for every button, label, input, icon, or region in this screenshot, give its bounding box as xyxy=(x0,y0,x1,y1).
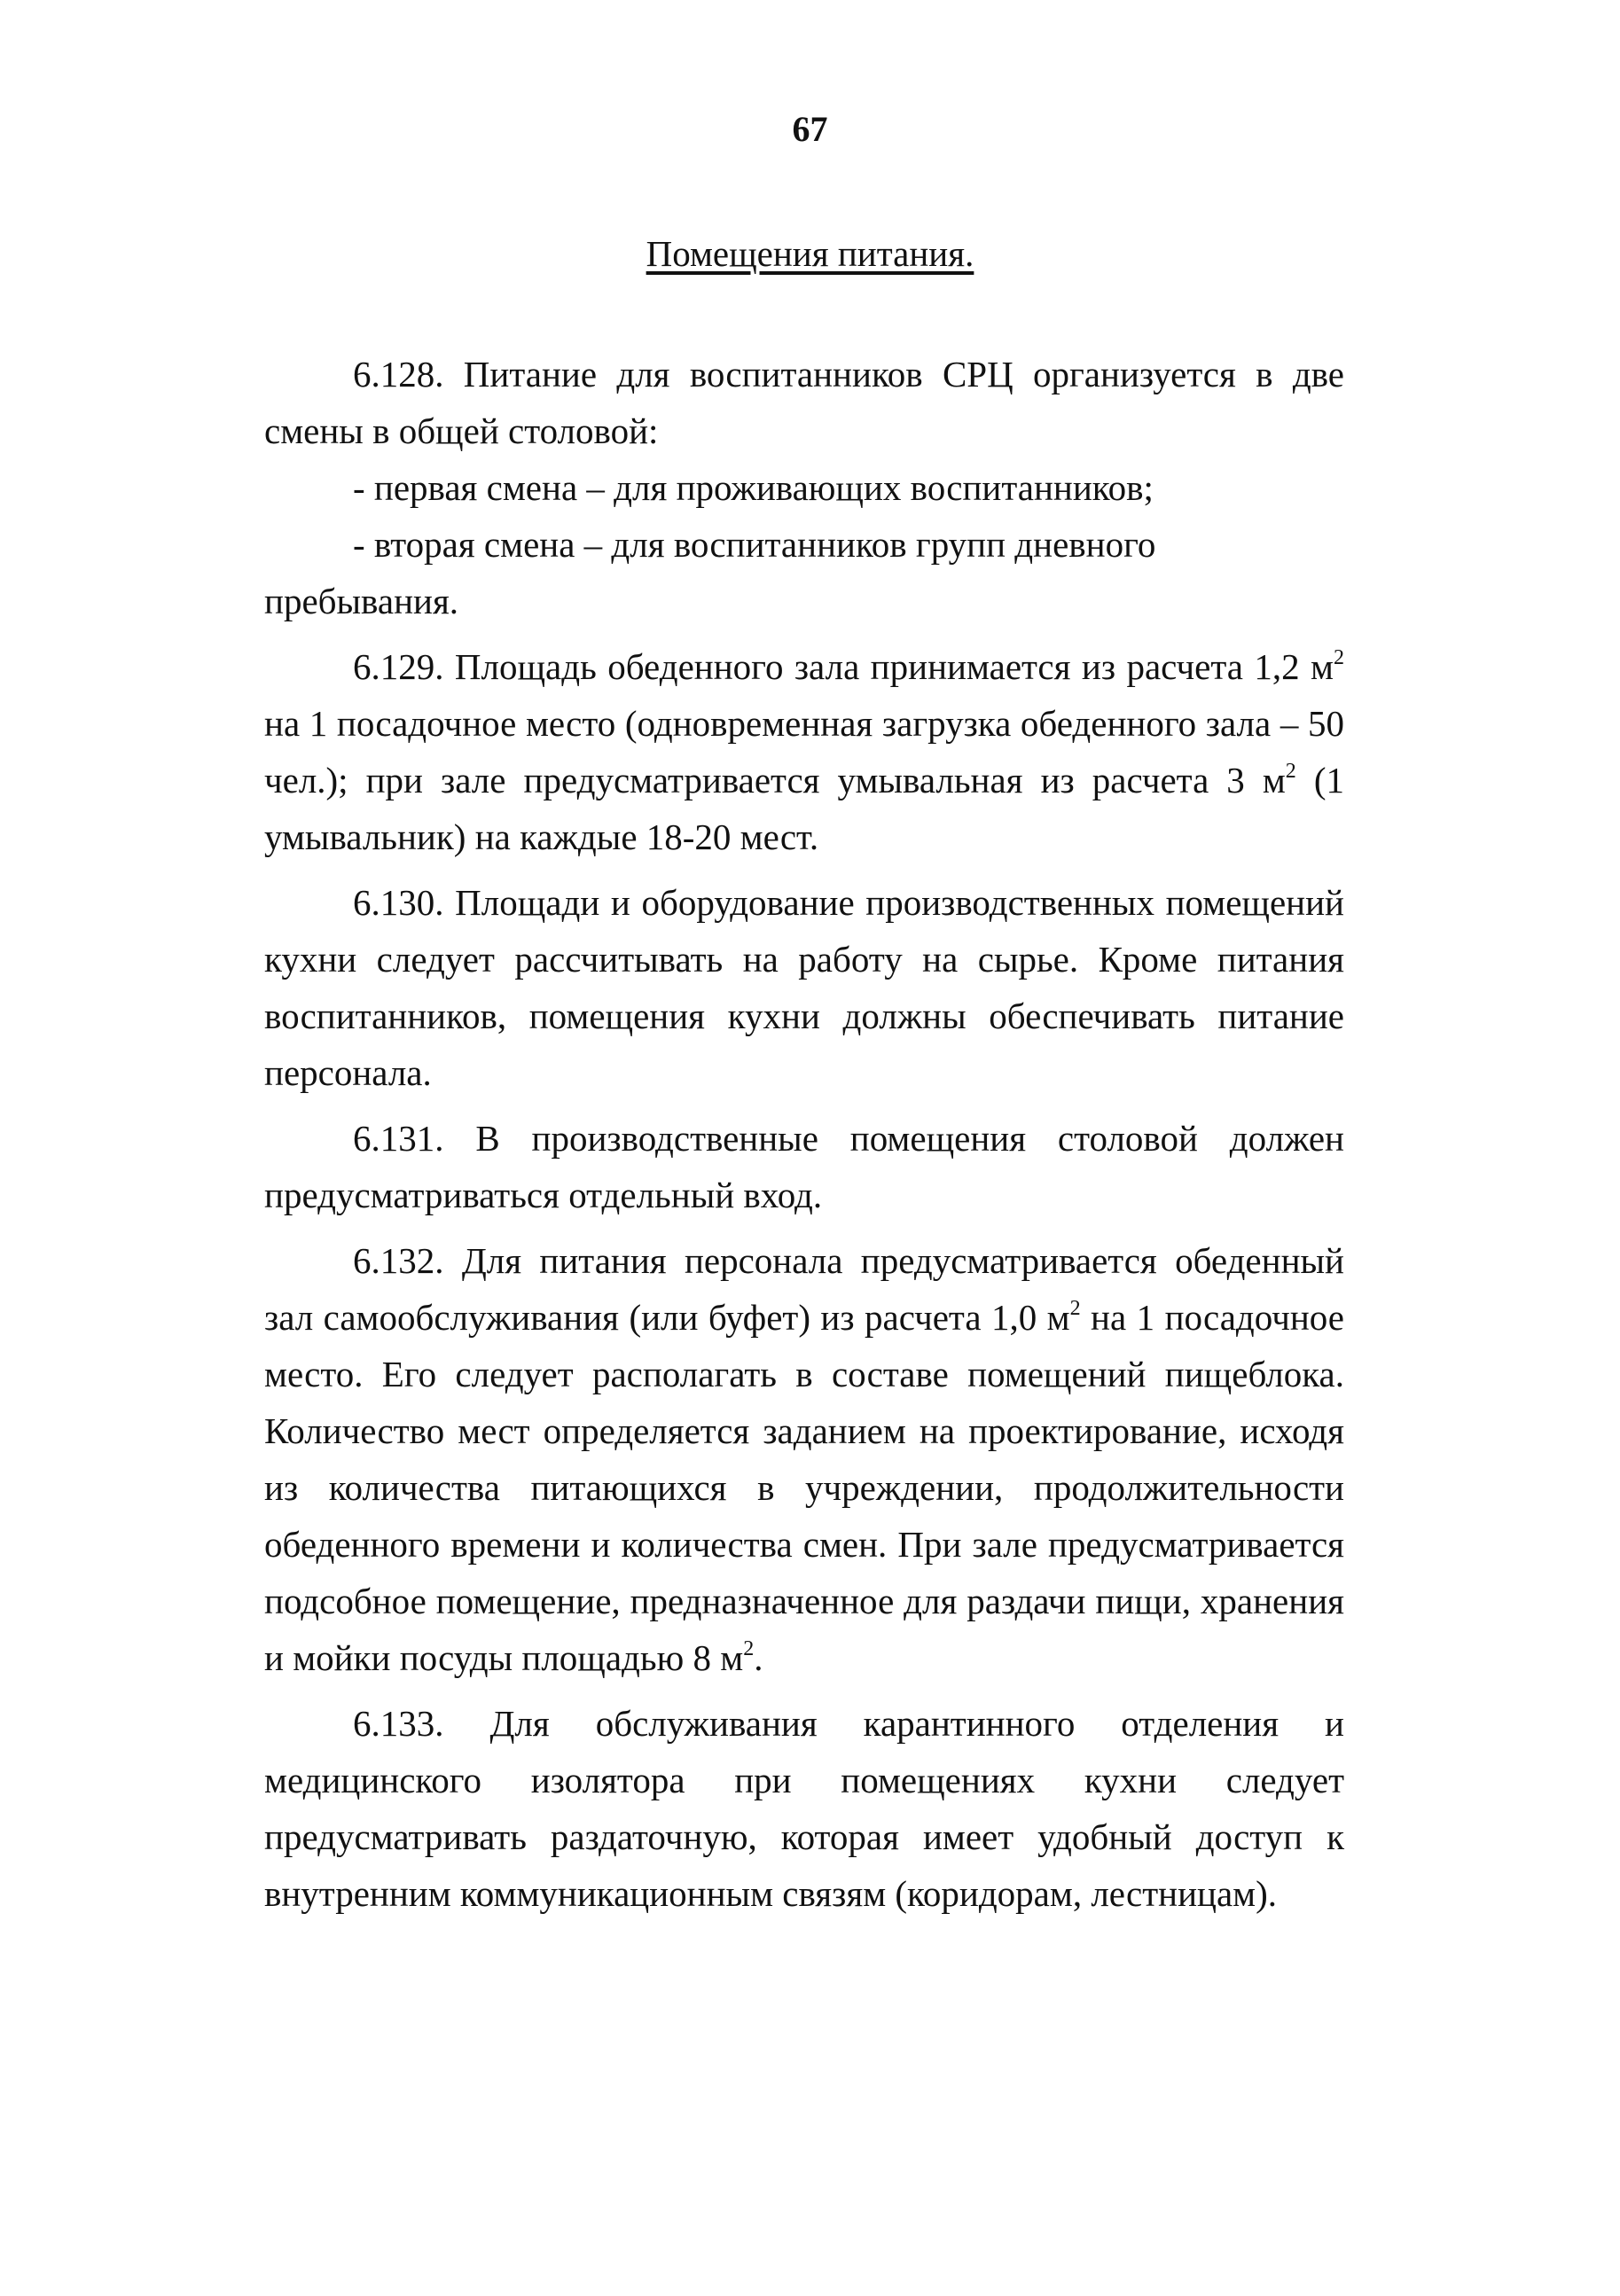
superscript-2: 2 xyxy=(1285,760,1296,783)
superscript-2: 2 xyxy=(1334,646,1344,669)
paragraph-6-132 xyxy=(264,1232,1344,1686)
section-title xyxy=(0,232,1620,275)
superscript-2: 2 xyxy=(743,1637,755,1660)
paragraph-6-129-part3: (1 умывальник) на каждые 18-20 мест. xyxy=(264,760,1344,857)
superscript-2: 2 xyxy=(1069,1297,1081,1320)
list-item-first-shift: - первая смена – для проживающих воспитанников; xyxy=(353,467,1154,508)
paragraph-6-132-part3: . xyxy=(754,1637,763,1678)
paragraph-6-130: 6.130. Площади и оборудование производственных помещений кухни следует рассчитывать на работу на сырье. Кроме питания воспитанников, помещения кухни должны обеспечивать питание персонала. xyxy=(264,882,1344,1093)
paragraph-6-129-part2: на 1 посадочное место (одновременная загрузка обеденного зала – 50 чел.); при зале предусматривается умывальная из расчета 3 м xyxy=(264,703,1344,800)
paragraph-6-128: 6.128. Питание для воспитанников СРЦ организуется в две смены в общей столовой: xyxy=(264,354,1344,451)
section-title-text: Помещения питания. xyxy=(646,233,974,274)
paragraph-6-131: 6.131. В производственные помещения столовой должен предусматриваться отдельный вход. xyxy=(264,1118,1344,1215)
page-number: 67 xyxy=(792,109,828,149)
paragraph-6-133: 6.133. Для обслуживания карантинного отделения и медицинского изолятора при помещениях кухни следует предусматривать раздаточную, которая имеет удобный доступ к внутренним коммуникационным связям (коридорам, лестницам). xyxy=(264,1703,1344,1914)
list-item-second-shift: - вторая смена – для воспитанников групп дневного пребывания. xyxy=(264,524,1156,621)
paragraph-6-129-part1: 6.129. Площадь обеденного зала принимается из расчета 1,2 м xyxy=(353,646,1334,687)
document-body xyxy=(264,346,1344,1922)
paragraph-6-132-part1: 6.132. Для питания персонала предусматривается обеденный зал самообслуживания (или буфет) из расчета 1,0 м xyxy=(264,1240,1344,1338)
paragraph-6-132-part2: на 1 посадочное место. Его следует располагать в составе помещений пищеблока. Количество мест определяется заданием на проектирование, исходя из количества питающихся в учреждении, продолжительности обеденного времени и количества смен. При зале предусматривается подсобное помещение, предназначенное для раздачи пищи, хранения и мойки посуды площадью 8 м xyxy=(264,1297,1344,1678)
paragraph-6-129 xyxy=(264,638,1344,865)
